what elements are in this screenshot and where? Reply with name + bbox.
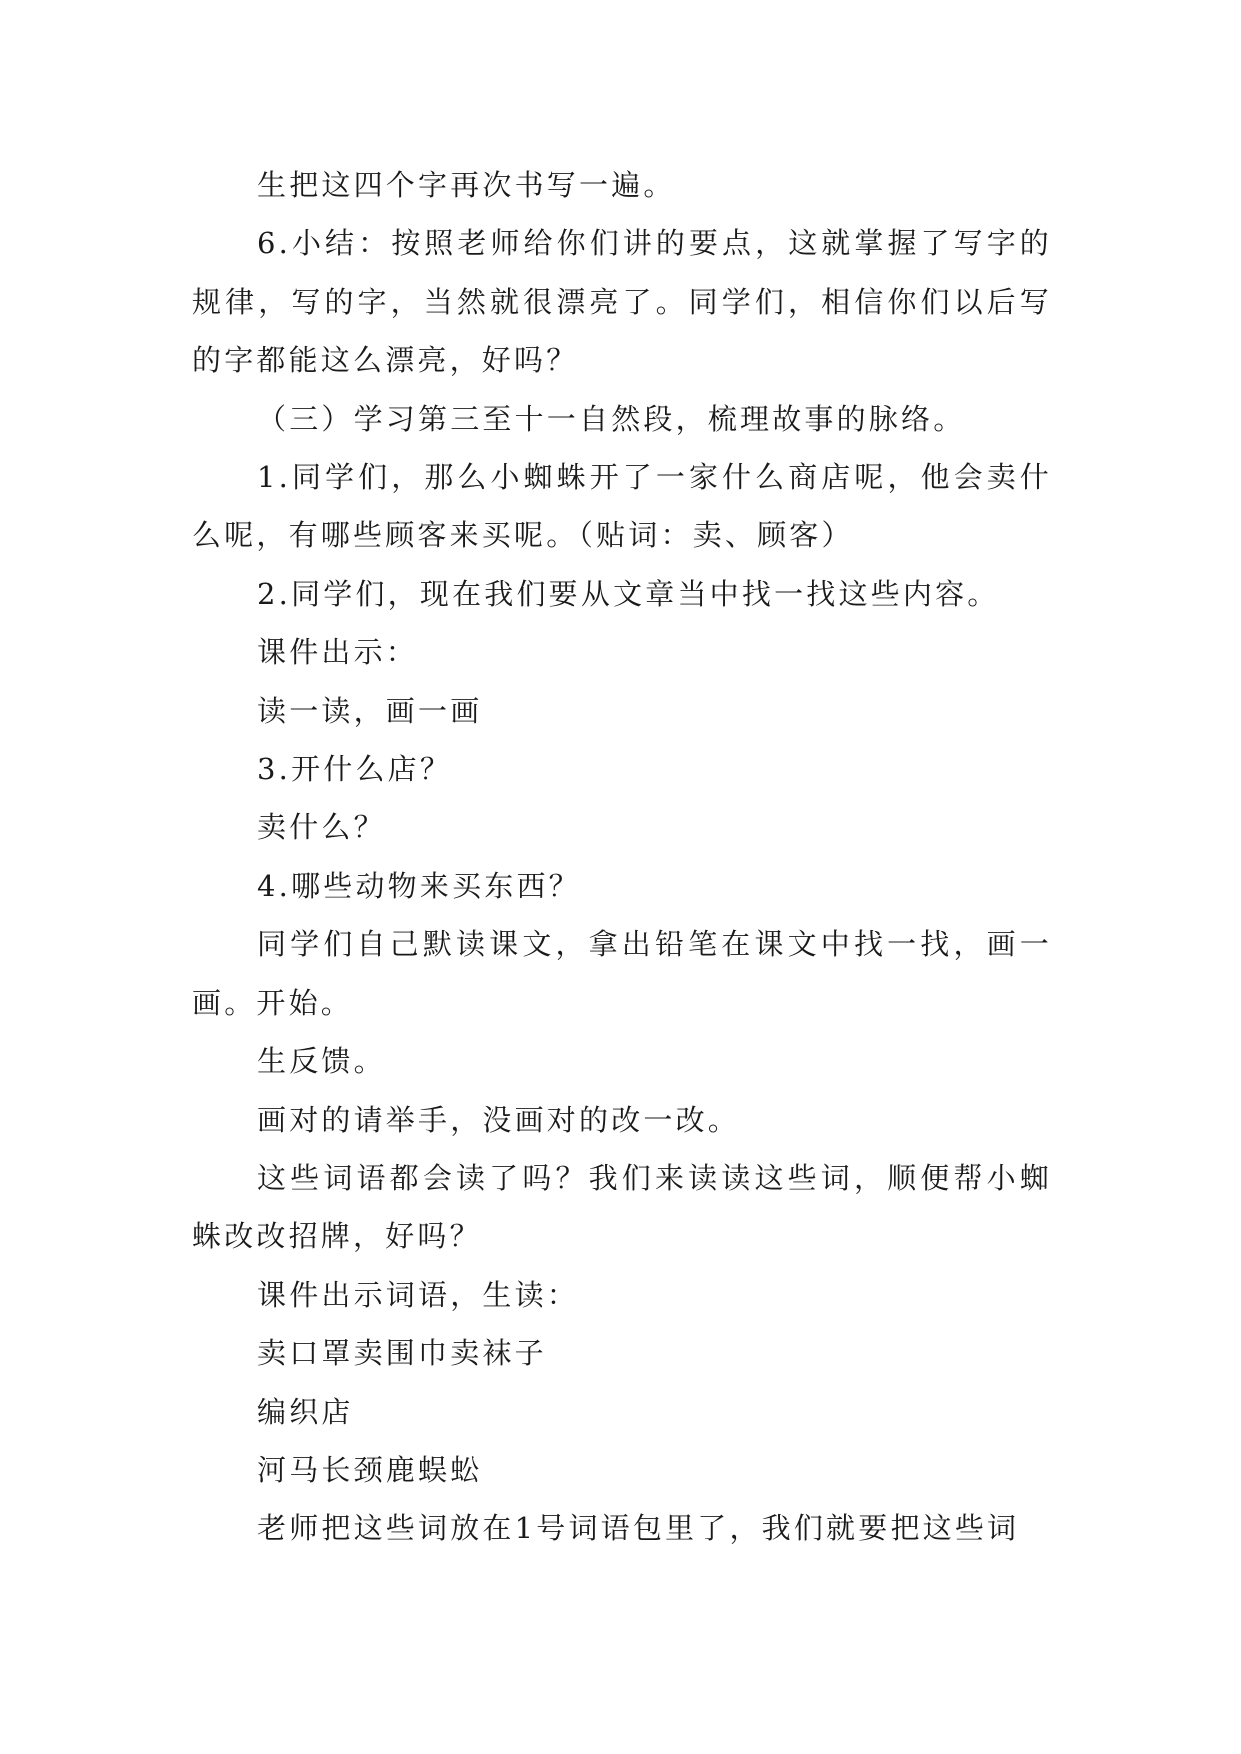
paragraph: 课件出示： (257, 635, 419, 670)
document-body (192, 156, 1052, 1558)
paragraph: 卖口罩卖围巾卖袜子 (257, 1336, 547, 1371)
paragraph: 老师把这些词放在1号词语包里了，我们就要把这些词 (257, 1511, 1020, 1546)
paragraph: 卖什么？ (257, 810, 386, 845)
paragraph: 同学们自己默读课文，拿出铅笔在课文中找一找，画一画。开始。 (192, 927, 1052, 1020)
paragraph: 这些词语都会读了吗？我们来读读这些词，顺便帮小蜘蛛改改招牌，好吗？ (192, 1160, 1052, 1254)
paragraph: 课件出示词语，生读： (257, 1277, 580, 1312)
section-heading: （三）学习第三至十一自然段，梳理故事的脉络。 (257, 401, 966, 436)
paragraph: 6.小结：按照老师给你们讲的要点，这就掌握了写字的规律，写的字，当然就很漂亮了。同学们，相信你们以后写的字都能这么漂亮，好吗？ (192, 226, 1052, 378)
paragraph: 2.同学们，现在我们要从文章当中找一找这些内容。 (257, 576, 1000, 611)
paragraph: 编织店 (257, 1394, 354, 1429)
paragraph: 4.哪些动物来买东西？ (257, 868, 581, 903)
paragraph: 1.同学们，那么小蜘蛛开了一家什么商店呢，他会卖什么呢，有哪些顾客来买呢。（贴词：卖、顾客） (192, 460, 1052, 553)
paragraph: 生把这四个字再次书写一遍。 (257, 168, 676, 202)
paragraph: 读一读，画一画 (257, 693, 483, 728)
paragraph: 生反馈。 (257, 1044, 386, 1079)
paragraph: 河马长颈鹿蜈蚣 (257, 1452, 483, 1487)
paragraph: 画对的请举手，没画对的改一改。 (257, 1102, 741, 1137)
paragraph: 3.开什么店？ (257, 752, 453, 787)
